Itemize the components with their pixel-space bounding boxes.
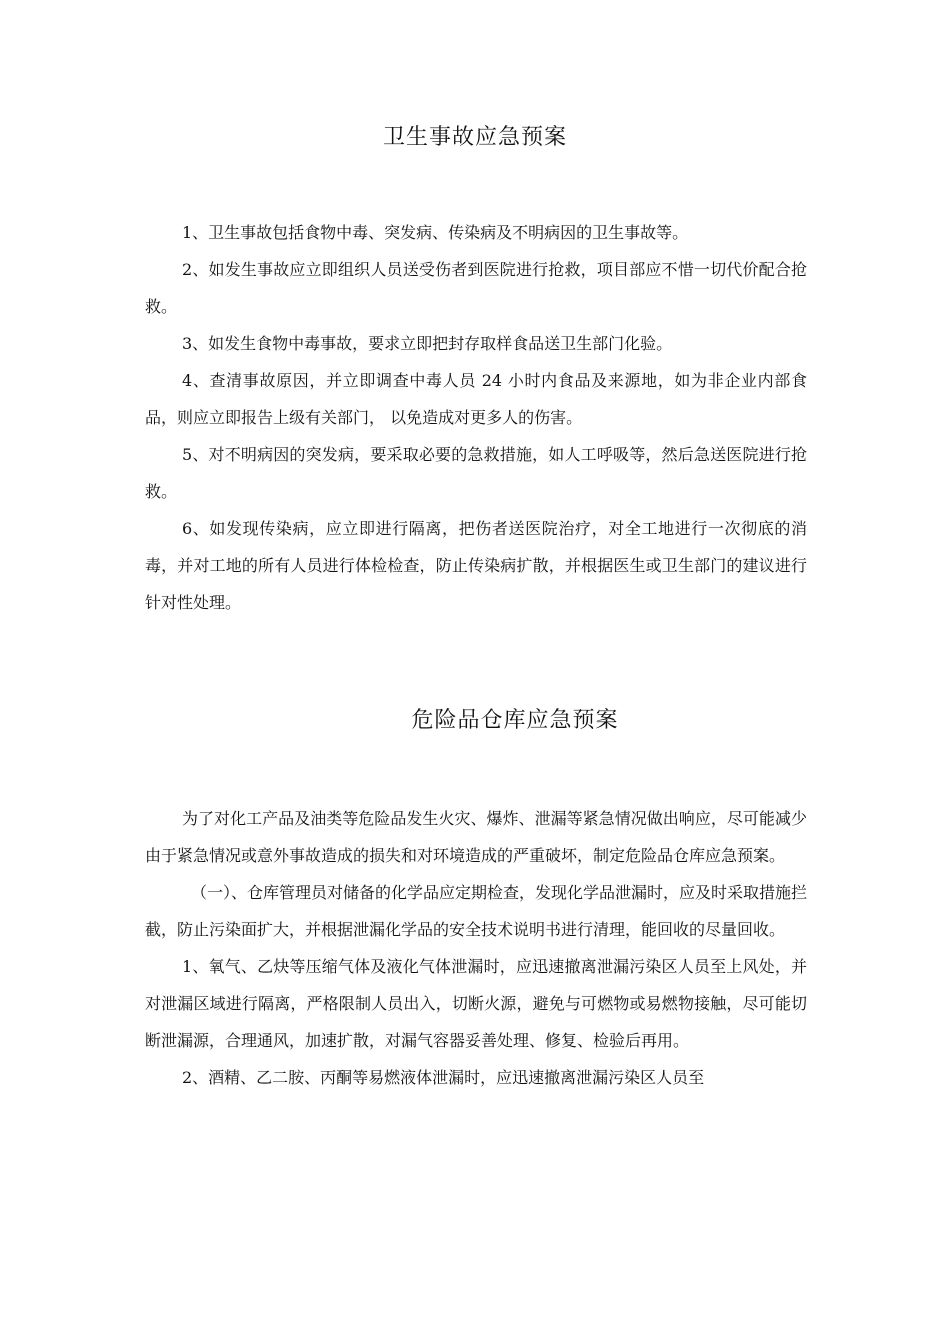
paragraph: 4、查清事故原因，并立即调查中毒人员 24 小时内食品及来源地，如为非企业内部食品，则应立即报告上级有关部门， 以免造成对更多人的伤害。 — [145, 371, 807, 427]
paragraph: 6、如发现传染病，应立即进行隔离，把伤者送医院治疗，对全工地进行一次彻底的消毒，并对工地的所有人员进行体检检查，防止传染病扩散，并根据医生或卫生部门的建议进行针对性处理。 — [145, 519, 807, 612]
section-body-hazardous-warehouse — [145, 800, 807, 1096]
paragraph: 2、酒精、乙二胺、丙酮等易燃液体泄漏时，应迅速撤离泄漏污染区人员至 — [182, 1068, 705, 1087]
section-title-health-incident: 卫生事故应急预案 — [382, 125, 567, 150]
section-body-health-incident — [145, 214, 807, 621]
paragraph: 1、氧气、乙炔等压缩气体及液化气体泄漏时，应迅速撤离泄漏污染区人员至上风处，并对泄漏区域进行隔离，严格限制人员出入，切断火源，避免与可燃物或易燃物接触，尽可能切断泄漏源，合理通风，加速扩散，对漏气容器妥善处理、修复、检验后再用。 — [145, 957, 807, 1050]
paragraph: 2、如发生事故应立即组织人员送受伤者到医院进行抢救，项目部应不惜一切代价配合抢救。 — [145, 260, 807, 316]
paragraph: （一）、仓库管理员对储备的化学品应定期检查，发现化学品泄漏时，应及时采取措施拦截，防止污染面扩大，并根据泄漏化学品的安全技术说明书进行清理，能回收的尽量回收。 — [145, 883, 808, 939]
paragraph: 1、卫生事故包括食物中毒、突发病、传染病及不明病因的卫生事故等。 — [182, 223, 689, 242]
paragraph: 3、如发生食物中毒事故，要求立即把封存取样食品送卫生部门化验。 — [182, 334, 673, 353]
paragraph: 5、对不明病因的突发病，要采取必要的急救措施，如人工呼吸等，然后急送医院进行抢救。 — [145, 445, 807, 501]
section-title-hazardous-warehouse: 危险品仓库应急预案 — [411, 708, 619, 733]
paragraph: 为了对化工产品及油类等危险品发生火灾、爆炸、泄漏等紧急情况做出响应，尽可能减少由于紧急情况或意外事故造成的损失和对环境造成的严重破坏，制定危险品仓库应急预案。 — [145, 809, 807, 865]
